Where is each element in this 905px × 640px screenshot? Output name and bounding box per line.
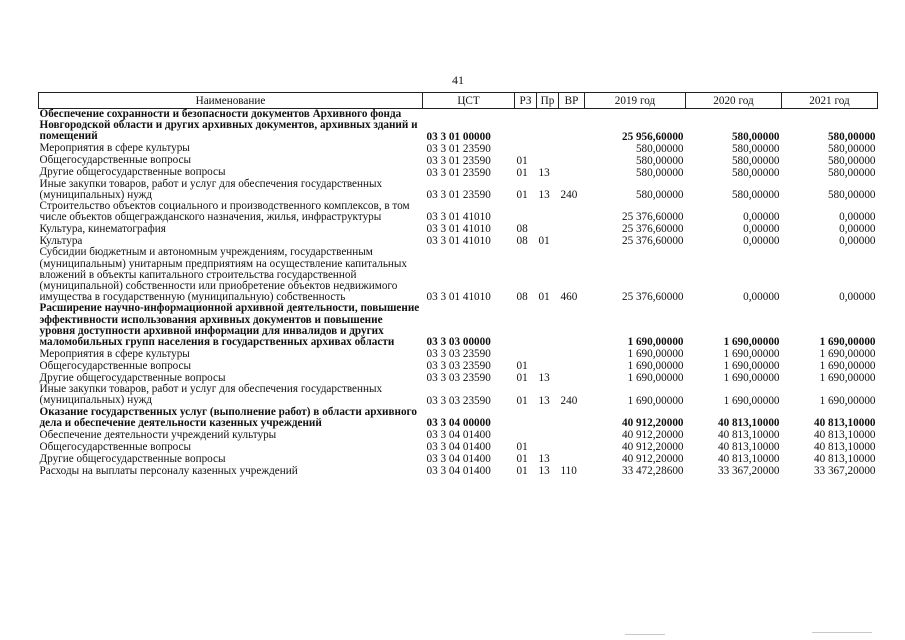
cell-name: Другие общегосударственные вопросы [39, 166, 226, 179]
cell-pr [537, 348, 559, 360]
cell-y2019: 25 376,60000 [621, 211, 684, 224]
table-row [39, 303, 878, 348]
cell-y2019: 580,00000 [635, 189, 684, 202]
cell-name: Культура [39, 235, 83, 248]
cell-name: Мероприятия в сфере культуры [39, 142, 190, 155]
cell-vr [559, 360, 585, 372]
cell-rz: 01 [516, 166, 528, 179]
cell-y2020: 40 813,10000 [717, 429, 780, 442]
cell-cst: 03 3 04 01400 [426, 429, 491, 442]
cell-y2020: 1 690,00000 [723, 336, 780, 349]
header-vr: ВР [559, 93, 585, 109]
header-name: Наименование [39, 93, 423, 109]
cell-name: Общегосударственные вопросы [39, 154, 192, 167]
table-row [39, 429, 878, 441]
cell-y2020: 0,00000 [743, 291, 780, 304]
cell-rz: 08 [516, 291, 528, 304]
cell-y2019: 40 912,20000 [621, 417, 684, 430]
cell-name: Иные закупки товаров, работ и услуг для обеспечения государственных (муниципальных) нужд [39, 383, 383, 407]
cell-name: Субсидии бюджетным и автономным учреждениям, государственным (муниципальным) унитарным предприятиям на осуществление капитальных вложений в объекты капитального строительства государственной (муниципальной) собственности или приобретение объектов недвижимого имущества в государственную (муниципальную) собственность [39, 246, 408, 304]
cell-rz: 01 [516, 360, 528, 373]
cell-name: Строительство объектов социального и производственного комплексов, в том числе объектов общегражданского назначения, жилья, инфраструктуры [39, 200, 410, 224]
cell-cst: 03 3 01 23590 [426, 166, 491, 179]
cell-vr [559, 372, 585, 384]
cell-name: Расходы на выплаты персоналу казенных учреждений [39, 464, 298, 477]
cell-pr: 13 [538, 465, 550, 478]
cell-vr [559, 223, 585, 235]
cell-y2021: 0,00000 [839, 223, 876, 236]
cell-cst: 03 3 04 00000 [426, 417, 491, 430]
budget-table [38, 92, 878, 477]
cell-pr: 01 [538, 235, 550, 248]
cell-pr: 13 [538, 189, 550, 202]
cell-pr [537, 201, 559, 223]
header-rz: РЗ [515, 93, 537, 109]
scan-mark [812, 632, 872, 633]
cell-y2019: 580,00000 [635, 166, 684, 179]
cell-y2020: 40 813,10000 [717, 441, 780, 454]
cell-vr [559, 155, 585, 167]
cell-y2021: 1 690,00000 [819, 372, 876, 385]
header-cst: ЦСТ [423, 93, 515, 109]
cell-name: Общегосударственные вопросы [39, 360, 192, 373]
cell-cst: 03 3 01 41010 [426, 291, 491, 304]
cell-rz [515, 109, 537, 143]
cell-vr: 460 [560, 291, 578, 304]
cell-pr [537, 143, 559, 155]
cell-y2020: 580,00000 [731, 142, 780, 155]
table-row [39, 179, 878, 201]
cell-y2019: 1 690,00000 [627, 336, 684, 349]
cell-y2019: 1 690,00000 [627, 394, 684, 407]
cell-y2019: 40 912,20000 [621, 453, 684, 466]
cell-vr [559, 453, 585, 465]
cell-y2021: 33 367,20000 [813, 465, 876, 478]
cell-vr: 240 [560, 189, 578, 202]
cell-rz: 01 [516, 453, 528, 466]
cell-y2019: 580,00000 [635, 142, 684, 155]
cell-vr: 240 [560, 394, 578, 407]
cell-name: Оказание государственных услуг (выполнение работ) в области архивного дела и обеспечение деятельности казенных учреждений [39, 405, 417, 429]
cell-name: Другие общегосударственные вопросы [39, 372, 226, 385]
cell-pr [537, 223, 559, 235]
cell-y2019: 1 690,00000 [627, 348, 684, 361]
cell-vr [559, 429, 585, 441]
cell-y2021: 580,00000 [827, 142, 876, 155]
cell-vr [559, 167, 585, 179]
table-row [39, 360, 878, 372]
cell-pr: 13 [538, 166, 550, 179]
cell-pr: 13 [538, 394, 550, 407]
cell-y2020: 1 690,00000 [723, 372, 780, 385]
cell-pr: 01 [538, 291, 550, 304]
cell-cst: 03 3 04 01400 [426, 465, 491, 478]
cell-rz [515, 429, 537, 441]
cell-y2020: 580,00000 [731, 189, 780, 202]
cell-cst: 03 3 03 23590 [426, 394, 491, 407]
table-row [39, 441, 878, 453]
page-number: 41 [452, 73, 464, 87]
cell-name: Другие общегосударственные вопросы [39, 452, 226, 465]
cell-cst: 03 3 01 23590 [426, 189, 491, 202]
cell-y2021: 1 690,00000 [819, 348, 876, 361]
cell-pr [537, 303, 559, 348]
cell-y2020: 33 367,20000 [717, 465, 780, 478]
cell-cst: 03 3 01 41010 [426, 223, 491, 236]
cell-vr [559, 235, 585, 247]
cell-cst: 03 3 01 23590 [426, 154, 491, 167]
cell-pr [537, 360, 559, 372]
cell-name: Обеспечение деятельности учреждений культуры [39, 428, 277, 441]
table-body [39, 109, 878, 478]
cell-y2019: 580,00000 [635, 154, 684, 167]
cell-y2020: 1 690,00000 [723, 394, 780, 407]
cell-y2019: 25 956,60000 [621, 130, 684, 143]
cell-vr: 110 [560, 465, 577, 478]
cell-rz: 01 [516, 465, 528, 478]
cell-vr [559, 109, 585, 143]
cell-cst: 03 3 01 00000 [426, 130, 491, 143]
table-row [39, 453, 878, 465]
cell-y2020: 40 813,10000 [717, 417, 780, 430]
cell-cst: 03 3 01 41010 [426, 211, 491, 224]
cell-pr [537, 441, 559, 453]
cell-y2019: 1 690,00000 [627, 372, 684, 385]
cell-y2020: 0,00000 [743, 235, 780, 248]
cell-rz: 01 [516, 154, 528, 167]
cell-name: Общегосударственные вопросы [39, 440, 192, 453]
cell-y2021: 40 813,10000 [813, 417, 876, 430]
cell-rz: 01 [516, 372, 528, 385]
cell-y2021: 40 813,10000 [813, 453, 876, 466]
cell-name: Иные закупки товаров, работ и услуг для обеспечения государственных (муниципальных) нужд [39, 177, 383, 201]
header-2019: 2019 год [585, 93, 686, 109]
cell-pr [537, 109, 559, 143]
cell-rz: 01 [516, 441, 528, 454]
cell-y2019: 25 376,60000 [621, 235, 684, 248]
table-row [39, 109, 878, 143]
cell-rz: 08 [516, 235, 528, 248]
table-row [39, 201, 878, 223]
table-row [39, 223, 878, 235]
cell-y2021: 40 813,10000 [813, 429, 876, 442]
cell-name: Расширение научно-информационной архивной деятельности, повышение эффективности использования архивных документов и повышение уровня доступности архивной информации для инвалидов и других маломобильных групп населения в государственных архивах области [39, 302, 420, 349]
cell-pr [537, 429, 559, 441]
cell-y2020: 580,00000 [731, 130, 780, 143]
cell-pr [537, 407, 559, 429]
cell-cst: 03 3 03 00000 [426, 336, 491, 349]
cell-y2019: 40 912,20000 [621, 441, 684, 454]
cell-cst: 03 3 03 23590 [426, 360, 491, 373]
cell-y2019: 25 376,60000 [621, 223, 684, 236]
table-row [39, 384, 878, 406]
cell-y2021: 580,00000 [827, 166, 876, 179]
table-row [39, 247, 878, 303]
cell-y2020: 40 813,10000 [717, 453, 780, 466]
cell-cst: 03 3 01 23590 [426, 142, 491, 155]
cell-vr [559, 143, 585, 155]
table-header-row [39, 93, 878, 109]
cell-name: Обеспечение сохранности и безопасности документов Архивного фонда Новгородской области и других архивных документов, архивных зданий и помещений [39, 108, 418, 143]
cell-y2020: 0,00000 [743, 211, 780, 224]
table-row [39, 143, 878, 155]
table-row [39, 348, 878, 360]
cell-y2020: 580,00000 [731, 166, 780, 179]
cell-y2021: 580,00000 [827, 130, 876, 143]
cell-y2021: 0,00000 [839, 235, 876, 248]
cell-rz [515, 407, 537, 429]
cell-cst: 03 3 04 01400 [426, 441, 491, 454]
cell-y2020: 580,00000 [731, 154, 780, 167]
cell-y2019: 33 472,28600 [621, 465, 684, 478]
cell-y2021: 1 690,00000 [819, 336, 876, 349]
cell-pr: 13 [538, 372, 550, 385]
table-row [39, 465, 878, 477]
cell-rz [515, 201, 537, 223]
table-row [39, 407, 878, 429]
cell-vr [559, 441, 585, 453]
cell-name: Культура, кинематография [39, 223, 166, 236]
table-row [39, 155, 878, 167]
cell-rz: 08 [516, 223, 528, 236]
cell-vr [559, 201, 585, 223]
cell-rz: 01 [516, 394, 528, 407]
cell-name: Мероприятия в сфере культуры [39, 348, 190, 361]
cell-vr [559, 407, 585, 429]
cell-rz [515, 348, 537, 360]
cell-y2020: 0,00000 [743, 223, 780, 236]
cell-pr [537, 155, 559, 167]
cell-vr [559, 303, 585, 348]
cell-y2019: 25 376,60000 [621, 291, 684, 304]
cell-y2020: 1 690,00000 [723, 360, 780, 373]
cell-y2021: 0,00000 [839, 211, 876, 224]
cell-y2021: 1 690,00000 [819, 360, 876, 373]
cell-rz [515, 303, 537, 348]
cell-cst: 03 3 03 23590 [426, 348, 491, 361]
header-2021: 2021 год [782, 93, 878, 109]
cell-y2020: 1 690,00000 [723, 348, 780, 361]
scan-mark [625, 634, 665, 635]
cell-y2019: 40 912,20000 [621, 429, 684, 442]
cell-pr: 13 [538, 453, 550, 466]
cell-cst: 03 3 04 01400 [426, 453, 491, 466]
header-2020: 2020 год [686, 93, 782, 109]
cell-rz [515, 143, 537, 155]
cell-rz: 01 [516, 189, 528, 202]
header-pr: Пр [537, 93, 559, 109]
cell-y2021: 0,00000 [839, 291, 876, 304]
cell-y2021: 580,00000 [827, 189, 876, 202]
cell-y2019: 1 690,00000 [627, 360, 684, 373]
cell-cst: 03 3 01 41010 [426, 235, 491, 248]
cell-cst: 03 3 03 23590 [426, 372, 491, 385]
cell-y2021: 40 813,10000 [813, 441, 876, 454]
cell-vr [559, 348, 585, 360]
table-row [39, 167, 878, 179]
cell-y2021: 580,00000 [827, 154, 876, 167]
cell-y2021: 1 690,00000 [819, 394, 876, 407]
